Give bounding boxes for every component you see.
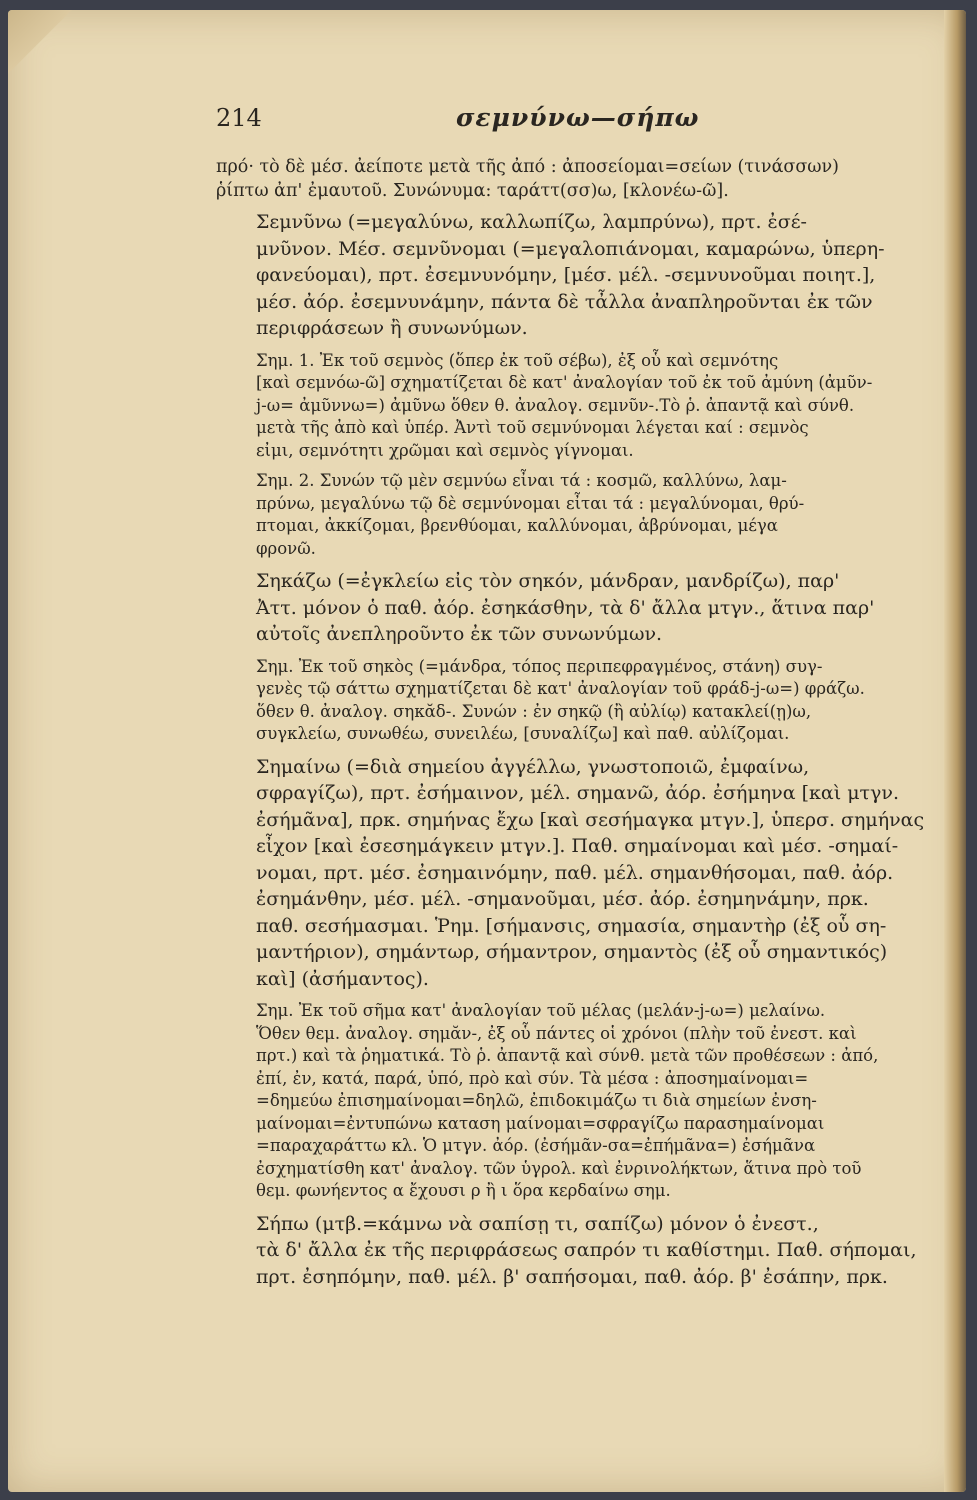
text-line: πρτ. ἐσηπόμην, παθ. μέλ. β' σαπήσομαι, παθ. ἀόρ. β' ἐσάπην, πρκ. <box>256 1265 888 1288</box>
text-line: [καὶ σεμνόω-ῶ] σχηματίζεται δὲ κατ' ἀναλογίαν τοῦ ἐκ τοῦ ἀμύνη (ἀμῦν- <box>256 373 873 392</box>
text-line: μαντήριον), σημάντωρ, σήμαντρον, σημαντὸς (ἐξ οὗ σημαντικός) <box>256 941 888 963</box>
text-line: συγκλείω, συνωθέω, συνειλέω, [συναλίζω] καὶ παθ. αὐλίζομαι. <box>256 724 790 743</box>
text-line: Σηκάζω (=ἐγκλείω εἰς τὸν σηκόν, μάνδραν, μανδρίζω), παρ' <box>256 570 840 592</box>
entry-sekazo <box>216 568 928 648</box>
running-header <box>216 103 928 138</box>
text-line: πρύνω, μεγαλύνω τῷ δὲ σεμνύνομαι εἶται τά : μεγαλύνομαι, θρύ- <box>256 493 805 513</box>
page-number: 214 <box>216 104 262 132</box>
page-spine-shadow <box>944 10 966 1492</box>
text-line: Σήπω (μτβ.=κάμνω νὰ σαπίσῃ τι, σαπίζω) μόνον ὁ ἐνεστ., <box>256 1212 819 1235</box>
text-line: πρτ.) καὶ τὰ ῥηματικά. Τὸ ῥ. ἀπαντᾷ καὶ σύνθ. μετὰ τῶν προθέσεων : ἀπό, <box>256 1046 879 1065</box>
text-line: ἐσχηματίσθη κατ' ἀναλογ. τῶν ὑγρολ. καὶ ἐνρινολήκτων, ἅτινα πρὸ τοῦ <box>256 1158 862 1178</box>
text-line: πρό· τὸ δὲ μέσ. ἀείποτε μετὰ τῆς ἀπό : ἀποσείομαι=σείων (τινάσσων) <box>216 157 840 177</box>
text-line: Σημ. Ἐκ τοῦ σῆμα κατ' ἀναλογίαν τοῦ μέλας (μελάν-j-ω=) μελαίνω. <box>256 1001 826 1020</box>
text-line: Σημ. 2. Συνών τῷ μὲν σεμνύω εἶναι τά : κοσμῶ, καλλύνω, λαμ- <box>256 471 787 490</box>
text-line: j-ω= ἀμῦννω=) ἀμῦνω ὅθεν θ. ἀναλογ. σεμνῦν-.Τὸ ῥ. ἀπαντᾷ καὶ σύνθ. <box>256 395 855 415</box>
text-line: ῥίπτω ἀπ' ἐμαυτοῦ. Συνώνυμα: ταράττ(σσ)ω, [κλονέω-ῶ]. <box>216 180 729 201</box>
text-line: γενὲς τῷ σάττω σχηματίζεται δὲ κατ' ἀναλογίαν τοῦ φράδ-j-ω=) φράζω. <box>256 679 865 698</box>
text-line: ἐπί, ἐν, κατά, παρά, ὑπό, πρὸ καὶ σύν. Τὰ μέσα : ἀποσημαίνομαι= <box>256 1068 809 1088</box>
text-line: παθ. σεσήμασμαι. Ῥημ. [σήμανσις, σημασία, σημαντὴρ (ἐξ οὗ ση- <box>256 914 887 937</box>
text-line: =παραχαράττω κλ. Ὁ μτγν. ἀόρ. (ἐσήμᾶν-σα=ἐπήμᾶνα=) ἐσήμᾶνα <box>256 1136 816 1155</box>
text-line: εἰμι, σεμνότητι χρῶμαι καὶ σεμνὸς γίγνομαι. <box>256 440 634 460</box>
text-line: μετὰ τῆς ἀπὸ καὶ ὑπέρ. Ἀντὶ τοῦ σεμνύνομαι λέγεται καί : σεμνὸς <box>256 418 809 437</box>
text-line: σφραγίζω), πρτ. ἐσήμαινον, μέλ. σημανῶ, ἀόρ. ἐσήμηνα [καὶ μτγν. <box>256 782 900 804</box>
text-line: Ἀττ. μόνον ὁ παθ. ἀόρ. ἐσηκάσθην, τὰ δ' ἄλλα μτγν., ἅτινα παρ' <box>256 596 875 619</box>
text-line: μαίνομαι=ἐντυπώνω καταση μαίνομαι=σφραγίζω παρασημαίνομαι <box>256 1113 825 1133</box>
running-title: σεμνύνω—σήπω <box>456 103 700 132</box>
text-line: θεμ. φωνήεντος α ἔχουσι ρ ἢ ι ὅρα κερδαίνω σημ. <box>256 1181 671 1200</box>
text-line: αὐτοῖς ἀνεπληροῦντο ἐκ τῶν συνωνύμων. <box>256 623 663 645</box>
text-line: ἐσημάνθην, μέσ. μέλ. -σημανοῦμαι, μέσ. ἀόρ. ἐσημηνάμην, πρκ. <box>256 888 869 910</box>
text-line: Σημαίνω (=διὰ σημείου ἀγγέλλω, γνωστοποιῶ, ἐμφαίνω, <box>256 755 810 778</box>
entry-sepo <box>216 1211 928 1291</box>
text-line: Ὅθεν θεμ. ἀναλογ. σημᾰν-, ἐξ οὗ πάντες οἱ χρόνοι (πλὴν τοῦ ἐνεστ. καὶ <box>256 1023 857 1043</box>
note-2 <box>216 470 928 560</box>
text-line: φανεύομαι), πρτ. ἐσεμνυνόμην, [μέσ. μέλ. -σεμνυνοῦμαι ποιητ.], <box>256 264 876 286</box>
text-line: τὰ δ' ἄλλα ἐκ τῆς περιφράσεως σαπρόν τι καθίστημι. Παθ. σήπομαι, <box>256 1239 917 1261</box>
entry-semaino <box>216 754 928 993</box>
text-line: =δημεύω ἐπισημαίνομαι=δηλῶ, ἐπιδοκιμάζω τι διὰ σημείων ἐνση- <box>256 1091 817 1110</box>
text-line: Σεμνῦνω (=μεγαλύνω, καλλωπίζω, λαμπρύνω), πρτ. ἐσέ- <box>256 211 807 233</box>
text-line: πτομαι, ἀκκίζομαι, βρενθύομαι, καλλύνομαι, ἁβρύνομαι, μέγα <box>256 516 778 535</box>
text-line: μέσ. ἀόρ. ἐσεμνυνάμην, πάντα δὲ τἆλλα ἀναπληροῦνται ἐκ τῶν <box>256 290 873 313</box>
text-line: ἐσήμᾶνα], πρκ. σημήνας ἔχω [καὶ σεσήμαγκα μτγν.], ὑπερσ. σημήνας <box>256 808 925 831</box>
page-corner-fold <box>8 10 78 80</box>
note-sema <box>216 1000 928 1203</box>
text-line: νομαι, πρτ. μέσ. ἐσημαινόμην, παθ. μέλ. σημανθήσομαι, παθ. ἀόρ. <box>256 861 894 884</box>
text-line: Σημ. 1. Ἐκ τοῦ σεμνὸς (ὅπερ ἐκ τοῦ σέβω), ἐξ οὗ καὶ σεμνότης <box>256 350 779 370</box>
text-line: ὅθεν θ. ἀναλογ. σηκᾰδ-. Συνών : ἐν σηκῷ (ἢ αὐλίῳ) κατακλεί(ῃ)ω, <box>256 701 812 721</box>
text-line: φρονῶ. <box>256 538 316 558</box>
continuation-paragraph <box>216 156 928 203</box>
text-line: εἶχον [καὶ ἐσεσημάγκειν μτγν.]. Παθ. σημαίνομαι καὶ μέσ. -σημαί- <box>256 835 899 857</box>
text-line: περιφράσεων ἢ συνωνύμων. <box>256 317 528 339</box>
page-content <box>216 103 928 1298</box>
book-page <box>8 10 966 1492</box>
text-line: Σημ. Ἐκ τοῦ σηκὸς (=μάνδρα, τόπος περιπεφραγμένος, στάνη) συγ- <box>256 656 823 676</box>
text-line: καὶ] (ἀσήμαντος). <box>256 967 429 990</box>
text-line: μνῦνον. Μέσ. σεμνῦνομαι (=μεγαλοπιάνομαι, καμαρώνω, ὑπερη- <box>256 237 885 260</box>
entry-semnyno <box>216 209 928 342</box>
note-1 <box>216 350 928 463</box>
note-sekos <box>216 656 928 746</box>
